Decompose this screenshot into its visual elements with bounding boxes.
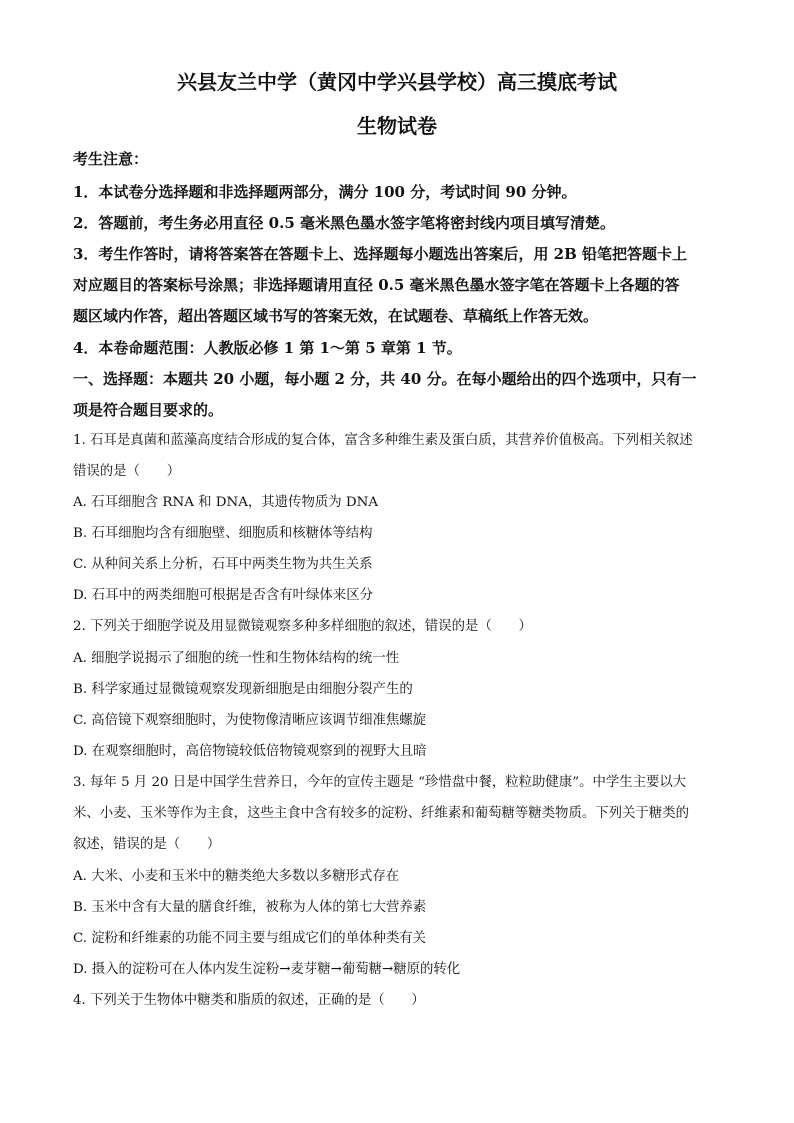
notice-heading: 考生注意： — [73, 150, 149, 168]
question-2-option-b: B. 科学家通过显微镜观察发现新细胞是由细胞分裂产生的 — [73, 682, 413, 697]
notice-item-3-line-1: 3．考生作答时，请将答案答在答题卡上、选择题每小题选出答案后，用 2B 铅笔把答题卡上 — [73, 245, 688, 263]
question-3-option-d: D. 摄入的淀粉可在人体内发生淀粉→麦芽糖→葡萄糖→糖原的转化 — [73, 962, 461, 977]
question-3-stem-line-1: 3. 每年 5 月 20 日是中国学生营养日，今年的宣传主题是 “珍惜盘中餐，粒粒助健康”。中学生主要以大 — [73, 775, 687, 790]
question-1-option-a: A. 石耳细胞含 RNA 和 DNA，其遗传物质为 DNA — [73, 495, 379, 510]
question-1-option-c: C. 从种间关系上分析，石耳中两类生物为共生关系 — [73, 557, 373, 572]
exam-title: 兴县友兰中学（黄冈中学兴县学校）高三摸底考试 — [177, 70, 617, 94]
question-1-option-d: D. 石耳中的两类细胞可根据是否含有叶绿体来区分 — [73, 588, 373, 603]
question-3-option-b: B. 玉米中含有大量的膳食纤维，被称为人体的第七大营养素 — [73, 900, 427, 915]
question-1-stem-line-1: 1. 石耳是真菌和蓝藻高度结合形成的复合体，富含多种维生素及蛋白质，其营养价值极高。下列相关叙述 — [73, 433, 693, 448]
section-heading-line-1: 一、选择题：本题共 20 小题，每小题 2 分，共 40 分。在每小题给出的四个选项中，只有一 — [73, 370, 697, 388]
question-4-stem: 4. 下列关于生物体中糖类和脂质的叙述，正确的是（ ） — [73, 993, 425, 1008]
question-3-stem-line-2: 米、小麦、玉米等作为主食，这些主食中含有较多的淀粉、纤维素和葡萄糖等糖类物质。下列关于糖类的 — [73, 806, 689, 821]
notice-item-3-line-2: 对应题目的答案标号涂黑；非选择题请用直径 0.5 毫米黑色墨水签字笔在答题卡上各题的答 — [73, 276, 680, 294]
question-3-option-a: A. 大米、小麦和玉米中的糖类绝大多数以多糖形式存在 — [73, 869, 400, 884]
question-1-stem-line-2: 错误的是（ ） — [73, 464, 181, 479]
question-3-option-c: C. 淀粉和纤维素的功能不同主要与组成它们的单体种类有关 — [73, 931, 427, 946]
notice-item-1: 1．本试卷分选择题和非选择题两部分，满分 100 分，考试时间 90 分钟。 — [73, 183, 577, 201]
question-3-stem-line-3: 叙述，错误的是（ ） — [73, 837, 221, 852]
notice-item-4: 4．本卷命题范围：人教版必修 1 第 1～第 5 章第 1 节。 — [73, 339, 462, 357]
question-2-stem: 2. 下列关于细胞学说及用显微镜观察多种多样细胞的叙述，错误的是（ ） — [73, 619, 532, 634]
section-heading-line-2: 项是符合题目要求的。 — [73, 401, 224, 419]
question-1-option-b: B. 石耳细胞均含有细胞壁、细胞质和核糖体等结构 — [73, 526, 373, 541]
question-2-option-a: A. 细胞学说揭示了细胞的统一性和生物体结构的统一性 — [73, 651, 400, 666]
notice-item-2: 2．答题前，考生务必用直径 0.5 毫米黑色墨水签字笔将密封线内项目填写清楚。 — [73, 214, 615, 232]
notice-item-3-line-3: 题区域内作答，超出答题区域书写的答案无效，在试题卷、草稿纸上作答无效。 — [73, 307, 599, 325]
question-2-option-c: C. 高倍镜下观察细胞时，为使物像清晰应该调节细准焦螺旋 — [73, 713, 427, 728]
exam-subtitle: 生物试卷 — [357, 114, 437, 138]
question-2-option-d: D. 在观察细胞时，高倍物镜较低倍物镜观察到的视野大且暗 — [73, 744, 427, 759]
